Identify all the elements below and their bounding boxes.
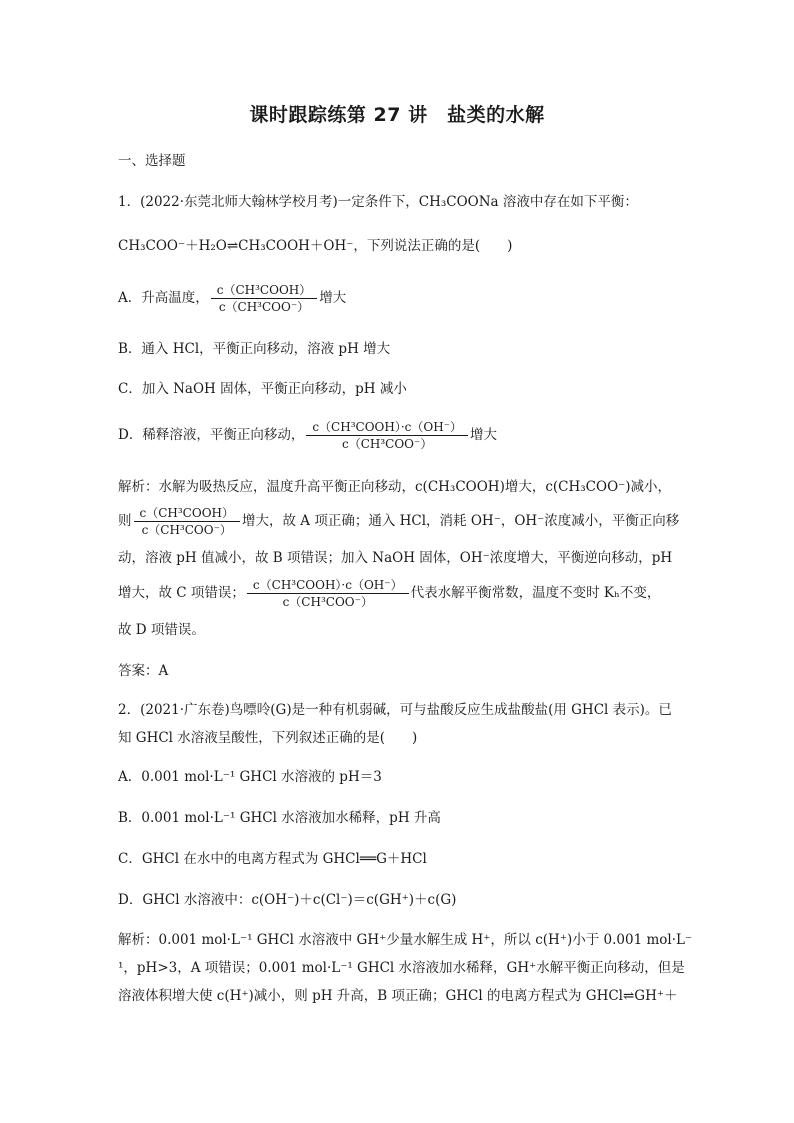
q1-ana2-suffix: 增大，故 A 项正确；通入 HCl，消耗 OH⁻，OH⁻浓度减小，平衡正向移 xyxy=(242,513,680,529)
q1-d-prefix: D．稀释溶液，平衡正向移动， xyxy=(118,427,305,443)
q2-analysis-line2: ¹，pH>3，A 项错误；0.001 mol·L⁻¹ GHCl 水溶液加水稀释，GH⁺水解平衡正向移动，但是 xyxy=(118,960,685,976)
q2-option-a: A．0.001 mol·L⁻¹ GHCl 水溶液的 pH＝3 xyxy=(118,769,382,785)
q2-option-c: C．GHCl 在水中的电离方程式为 GHCl══G＋HCl xyxy=(118,851,427,867)
q2-option-d: D．GHCl 水溶液中：c(OH⁻)＋c(Cl⁻)＝c(GH⁺)＋c(G) xyxy=(118,892,457,908)
q2-stem-line1: 2．(2021·广东卷)鸟嘌呤(G)是一种有机弱碱，可与盐酸反应生成盐酸盐(用 GHCl 表示)。已 xyxy=(118,702,672,718)
q1-option-d xyxy=(118,420,497,451)
q1-a-prefix: A．升高温度， xyxy=(118,290,209,306)
q1-ana2-numerator: c（CH³COOH） xyxy=(134,506,241,522)
q1-a-numerator: c（CH³COOH） xyxy=(211,283,318,299)
q1-d-denominator: c（CH³COO⁻） xyxy=(341,437,433,451)
q1-ana2-prefix: 则 xyxy=(118,513,132,529)
q1-option-a xyxy=(118,283,346,314)
q1-ana4-denominator: c（CH³COO⁻） xyxy=(282,595,373,609)
q1-analysis-line2 xyxy=(118,506,679,537)
q1-ana4-fraction xyxy=(247,578,409,609)
q1-analysis-line5: 故 D 项错误。 xyxy=(118,622,205,638)
q1-analysis-line3: 动，溶液 pH 值减小，故 B 项错误；加入 NaOH 固体，OH⁻浓度增大，平衡逆向移动，pH xyxy=(118,550,673,566)
q1-ana4-prefix: 增大，故 C 项错误； xyxy=(118,585,245,601)
q1-a-denominator: c（CH³COO⁻） xyxy=(218,300,310,314)
q1-option-b: B．通入 HCl，平衡正向移动，溶液 pH 增大 xyxy=(118,341,391,357)
q1-ana4-numerator: c（CH³COOH）·c（OH⁻） xyxy=(247,578,409,594)
q2-analysis-line1: 解析：0.001 mol·L⁻¹ GHCl 水溶液中 GH⁺少量水解生成 H⁺，所以 c(H⁺)小于 0.001 mol·L⁻ xyxy=(118,932,693,948)
q1-answer: 答案：A xyxy=(118,663,169,679)
q1-analysis-line4 xyxy=(118,578,660,609)
q2-analysis-line3: 溶液体积增大使 c(H⁺)减小，则 pH 升高，B 项正确；GHCl 的电离方程式为 GHCl⇌GH⁺＋ xyxy=(118,988,678,1004)
q1-ana4-suffix: 代表水解平衡常数，温度不变时 Kₕ不变， xyxy=(410,585,661,601)
q1-analysis-line1: 解析：水解为吸热反应，温度升高平衡正向移动，c(CH₃COOH)增大，c(CH₃COO⁻)减小， xyxy=(118,479,672,495)
q2-stem-line2: 知 GHCl 水溶液呈酸性，下列叙述正确的是( ) xyxy=(118,730,418,746)
q1-ana2-denominator: c（CH³COO⁻） xyxy=(141,523,232,537)
q1-ana2-fraction xyxy=(134,506,241,537)
q1-d-fraction xyxy=(306,420,468,451)
q1-d-suffix: 增大 xyxy=(470,427,498,443)
q1-a-suffix: 增大 xyxy=(319,290,347,306)
q2-option-b: B．0.001 mol·L⁻¹ GHCl 水溶液加水稀释，pH 升高 xyxy=(118,810,441,826)
page-title: 课时跟踪练第 27 讲 盐类的水解 xyxy=(249,104,545,126)
q1-stem-line1: 1．(2022·东莞北师大翰林学校月考)一定条件下，CH₃COONa 溶液中存在如下平衡： xyxy=(118,194,638,210)
q1-d-numerator: c（CH³COOH）·c（OH⁻） xyxy=(306,420,468,436)
q1-option-c: C．加入 NaOH 固体，平衡正向移动，pH 减小 xyxy=(118,381,407,397)
q1-stem-line2: CH₃COO⁻＋H₂O⇌CH₃COOH＋OH⁻，下列说法正确的是( ) xyxy=(118,238,513,254)
q1-a-fraction xyxy=(211,283,318,314)
section-heading: 一、选择题 xyxy=(118,153,186,169)
